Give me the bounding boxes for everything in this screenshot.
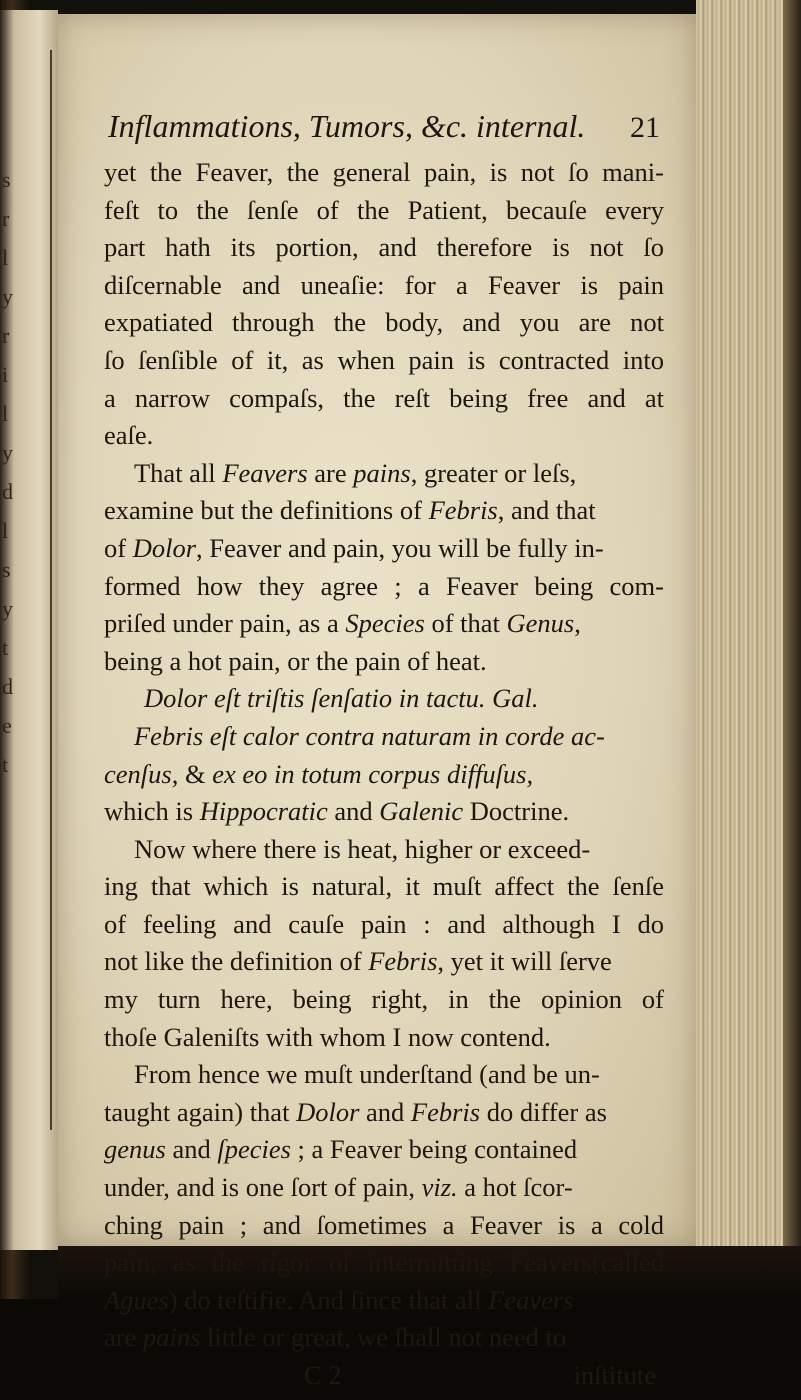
- text-run: and: [359, 1096, 411, 1127]
- margin-glyph: y: [2, 284, 13, 309]
- text-line: being a hot pain, or the pain of heat.: [104, 645, 487, 676]
- text-line: a narrow compaſs, the reſt being free and at: [104, 382, 664, 413]
- text-run: of that: [424, 608, 507, 639]
- text-line: [104, 455, 664, 493]
- text-run: &: [184, 758, 206, 789]
- text-line: pain, as the rigor of intermitting Feavers(called: [104, 1247, 664, 1278]
- gutter-rule: [50, 50, 52, 1130]
- fore-edge-shadow: [783, 0, 801, 1246]
- italic-run: Genus: [506, 608, 575, 639]
- margin-glyph: l: [2, 518, 9, 543]
- text-line: my turn here, being right, in the opinion of: [104, 984, 664, 1015]
- text-run: ) do teſtifie. And ſince that all: [168, 1284, 489, 1315]
- text-line: yet the Feaver, the general pain, is not ſo mani-: [104, 157, 664, 187]
- margin-glyph: d: [2, 479, 13, 504]
- text-line: thoſe Galeniſts with whom I now contend.: [104, 1021, 551, 1052]
- margin-glyph: s: [2, 167, 11, 192]
- margin-glyph: r: [2, 323, 10, 348]
- text-line: [104, 1282, 664, 1320]
- text-line: [104, 605, 664, 643]
- italic-run: Species: [345, 608, 425, 639]
- text-run: Doctrine.: [463, 796, 570, 827]
- italic-run: Dolor eſt triſtis ſenſatio in tactu. Gal.: [144, 683, 539, 714]
- text-line: feſt to the ſenſe of the Patient, becauſe every: [104, 194, 664, 225]
- italic-run: ex eo in totum corpus diffuſus,: [205, 758, 534, 789]
- latin-quote-line: [104, 718, 664, 756]
- text-line: [104, 1094, 664, 1132]
- text-run: do differ as: [480, 1096, 607, 1127]
- margin-glyph: y: [2, 596, 13, 621]
- text-run: That all: [134, 457, 223, 488]
- page-number: 21: [630, 111, 660, 144]
- fore-edge: [696, 0, 801, 1246]
- text-run: ; a Feaver being contained: [290, 1134, 578, 1165]
- text-run: under, and is one ſort of pain,: [104, 1172, 422, 1203]
- catchword: inſtitute: [573, 1360, 656, 1390]
- margin-glyph: y: [2, 440, 13, 465]
- text-run: not like the definition of: [104, 946, 369, 977]
- text-run: little or great, we ſhall not need to: [200, 1322, 567, 1353]
- margin-glyph: r: [2, 206, 10, 231]
- italic-run: Hippocratic: [199, 796, 328, 827]
- text-line: ching pain ; and ſometimes a Feaver is a cold: [104, 1209, 664, 1240]
- italic-run: Agues: [104, 1284, 169, 1315]
- text-line: part hath its portion, and therefore is not ſo: [104, 232, 664, 263]
- text-line: [104, 943, 664, 981]
- italic-run: Feavers: [488, 1284, 574, 1315]
- running-title: Inflammations, Tumors, &c. internal.: [108, 108, 586, 144]
- signature-mark: C 2: [304, 1360, 342, 1390]
- italic-run: Febris: [428, 495, 498, 526]
- text-line: Now where there is heat, higher or exceed-: [134, 833, 591, 864]
- italic-run: viz.: [421, 1172, 458, 1203]
- text-block: [104, 106, 664, 1395]
- text-line: ing that which is natural, it muſt affect the ſenſe: [104, 871, 664, 902]
- text-run: , and that: [497, 495, 596, 526]
- text-line: [104, 492, 664, 530]
- margin-glyph: t: [2, 752, 9, 777]
- text-run: , yet it will ſerve: [437, 946, 612, 977]
- text-line: expatiated through the body, and you are not: [104, 307, 664, 338]
- text-run: are: [307, 457, 354, 488]
- text-line: of feeling and cauſe pain : and although I do: [104, 908, 664, 939]
- italic-run: pains: [142, 1322, 201, 1353]
- italic-run: Febris: [410, 1096, 481, 1127]
- margin-glyph: i: [2, 362, 9, 387]
- text-line: diſcernable and uneaſie: for a Feaver is pain: [104, 269, 664, 300]
- margin-glyph: e: [2, 713, 12, 738]
- margin-glyph: d: [2, 674, 13, 699]
- text-line: [104, 530, 664, 568]
- text-run: examine but the definitions of: [104, 495, 429, 526]
- previous-page-margin-glyphs: [2, 10, 18, 1400]
- previous-page-edge: [0, 10, 58, 1250]
- text-line: From hence we muſt underſtand (and be un-: [134, 1059, 600, 1090]
- italic-run: Dolor: [132, 532, 197, 563]
- text-run: and: [327, 796, 380, 827]
- italic-run: pains: [353, 457, 411, 488]
- latin-quote-line: [104, 680, 664, 718]
- text-run: taught again) that: [104, 1096, 297, 1127]
- running-header: [104, 106, 664, 154]
- text-run: and: [165, 1134, 218, 1165]
- margin-glyph: s: [2, 557, 11, 582]
- page-footer: [104, 1357, 664, 1395]
- text-run: a hot ſcor-: [457, 1172, 573, 1203]
- text-line: ſo ſenſible of it, as when pain is contracted into: [104, 344, 664, 375]
- text-line: formed how they agree ; a Feaver being com-: [104, 570, 664, 601]
- text-line: [104, 1319, 664, 1357]
- margin-glyph: t: [2, 635, 9, 660]
- text-run: , Feaver and pain, you will be fully in-: [196, 532, 604, 563]
- italic-run: cenſus,: [104, 758, 185, 789]
- italic-run: Febris eſt calor contra naturam in corde ac-: [134, 720, 605, 751]
- italic-run: ſpecies: [217, 1134, 291, 1165]
- text-run: are: [104, 1322, 143, 1353]
- text-run: , greater or leſs,: [410, 457, 577, 488]
- italic-run: Febris: [368, 946, 438, 977]
- italic-run: Dolor: [296, 1096, 360, 1127]
- italic-run: Galenic: [379, 796, 464, 827]
- margin-glyph: l: [2, 245, 9, 270]
- text-run: priſed under pain, as a: [104, 608, 346, 639]
- margin-glyph: l: [2, 401, 9, 426]
- text-line: [104, 793, 664, 831]
- latin-quote-line: [104, 756, 664, 794]
- italic-run: genus: [104, 1134, 166, 1165]
- text-run: of: [104, 532, 133, 563]
- text-run: ,: [574, 608, 581, 639]
- text-run: which is: [104, 796, 200, 827]
- text-line: [104, 1169, 664, 1207]
- text-line: [104, 1131, 664, 1169]
- italic-run: Feavers: [222, 457, 308, 488]
- text-line: eaſe.: [104, 420, 154, 451]
